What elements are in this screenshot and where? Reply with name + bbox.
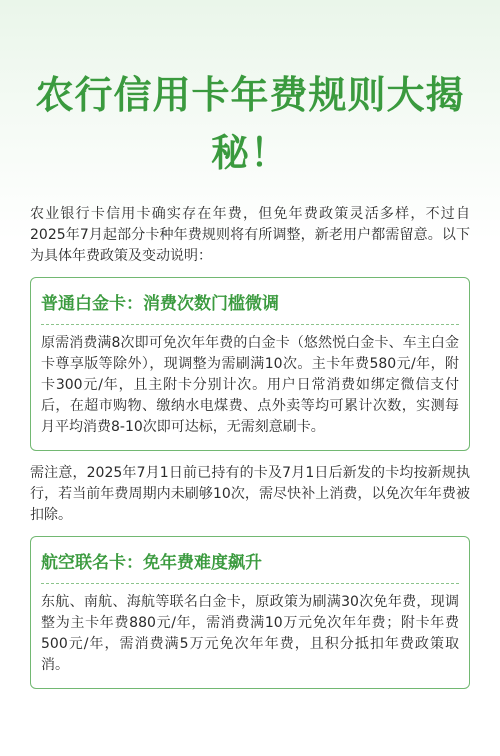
section-body-platinum: 原需消费满8次即可免次年年费的白金卡（悠然悦白金卡、车主白金卡尊享版等除外），现调整为需刷满10次。主卡年费580元/年，附卡300元/年，且主附卡分别计次。用户日常消费如绑定微信支付后，在超市购物、缴纳水电煤费、点外卖等均可累计次数，实测每月平均消费8-10次即可达标，无需刻意刷卡。 — [41, 335, 459, 435]
article-title: 农行信用卡年费规则大揭秘！ — [35, 73, 465, 175]
section-heading-airline: 航空联名卡：免年费难度飙升 — [41, 545, 459, 584]
note-paragraph: 需注意，2025年7月1日前已持有的卡及7月1日后新发的卡均按新规执行，若当前年费周期内未刷够10次，需尽快补上消费，以免次年年费被扣除。 — [30, 465, 470, 523]
section-heading-platinum: 普通白金卡：消费次数门槛微调 — [41, 286, 459, 325]
section-body-airline: 东航、南航、海航等联名白金卡，原政策为刷满30次免年费，现调整为主卡年费880元/年，需消费满10万元免次年年费；附卡年费500元/年，需消费满5万元免次年年费，且积分抵扣年费政策取消。 — [41, 594, 459, 673]
section-card-platinum — [30, 277, 470, 451]
intro-paragraph: 农业银行卡信用卡确实存在年费，但免年费政策灵活多样，不过自2025年7月起部分卡种年费规则将有所调整，新老用户都需留意。以下为具体年费政策及变动说明： — [30, 206, 470, 264]
section-card-airline — [30, 536, 470, 689]
